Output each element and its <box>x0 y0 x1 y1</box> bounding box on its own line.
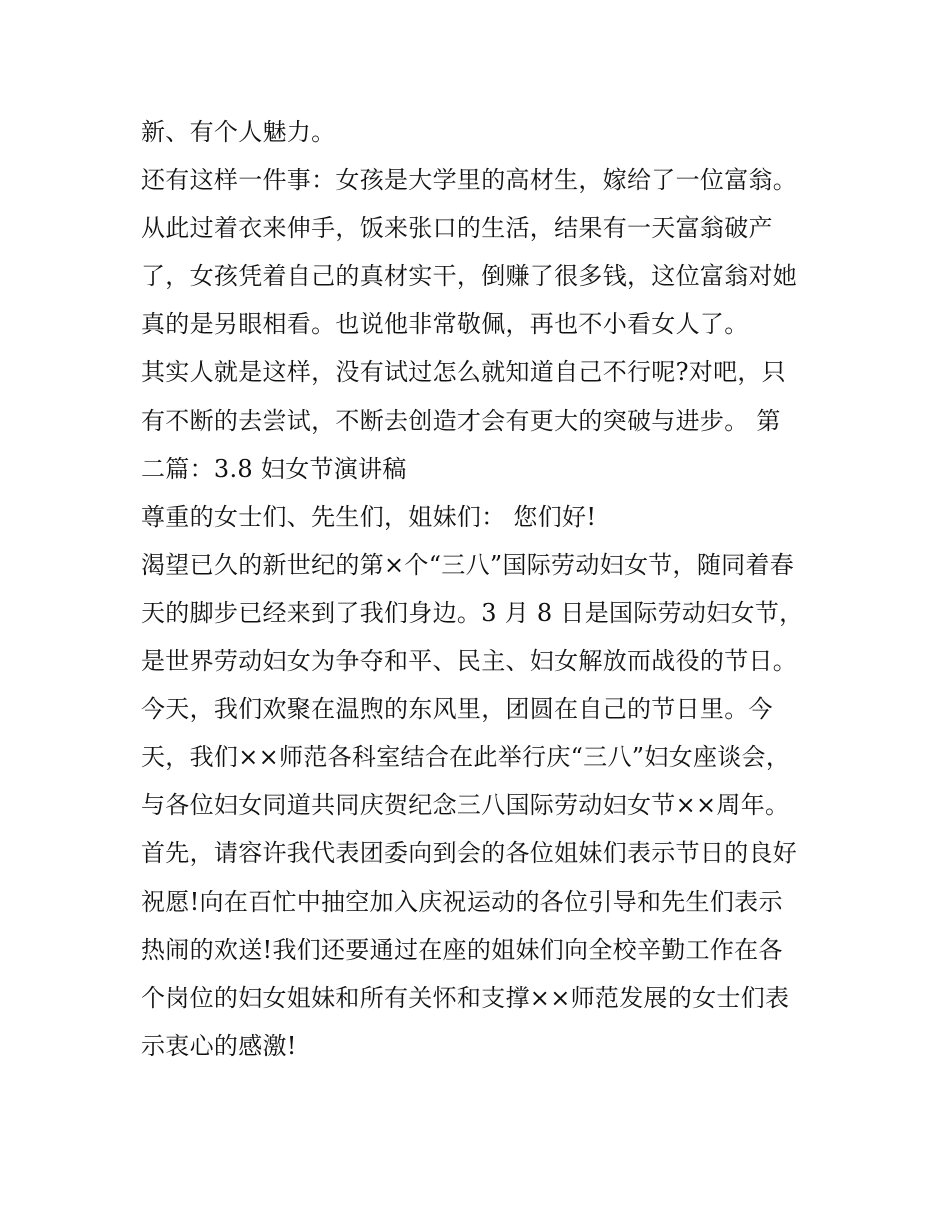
text-line: 从此过着衣来伸手，饭来张口的生活，结果有一天富翁破产 <box>141 214 773 243</box>
text-line: 今天，我们欢聚在温煦的东风里，团圆在自己的节日里。今 <box>141 695 773 724</box>
text-line: 热闹的欢送!我们还要通过在座的姐妹们向全校辛勤工作在各 <box>141 935 783 964</box>
text-line: 了，女孩凭着自己的真材实干，倒赚了很多钱，这位富翁对她 <box>141 262 798 291</box>
text-line: 还有这样一件事：女孩是大学里的高材生，嫁给了一位富翁。 <box>141 166 798 195</box>
text-line: 其实人就是这样，没有试过怎么就知道自己不行呢?对吧，只 <box>141 358 786 387</box>
text-line: 天的脚步已经来到了我们身边。3 月 8 日是国际劳动妇女节， <box>141 598 804 627</box>
document-body <box>141 108 831 1070</box>
text-line: 示衷心的感激! <box>141 1031 297 1060</box>
text-line: 天，我们××师范各科室结合在此举行庆“三八”妇女座谈会， <box>141 743 791 772</box>
text-line: 是世界劳动妇女为争夺和平、民主、妇女解放而战役的节日。 <box>141 647 798 676</box>
text-line: 渴望已久的新世纪的第×个“三八”国际劳动妇女节，随同着春 <box>141 550 795 579</box>
text-line: 祝愿!向在百忙中抽空加入庆祝运动的各位引导和先生们表示 <box>141 887 783 916</box>
text-line: 新、有个人魅力。 <box>141 118 336 146</box>
text-line: 首先，请容许我代表团委向到会的各位姐妹们表示节日的良好 <box>141 839 798 868</box>
salutation-line: 尊重的女士们、先生们，姐妹们： 您们好! <box>141 502 597 531</box>
section-heading-line: 二篇：3.8 妇女节演讲稿 <box>141 454 407 483</box>
text-line: 有不断的去尝试，不断去创造才会有更大的突破与进步。 第 <box>141 406 781 435</box>
text-line: 与各位妇女同道共同庆贺纪念三八国际劳动妇女节××周年。 <box>141 791 790 820</box>
text-line: 个岗位的妇女姐妹和所有关怀和支撑××师范发展的女士们表 <box>141 983 790 1012</box>
text-line: 真的是另眼相看。也说他非常敬佩，再也不小看女人了。 <box>141 310 749 339</box>
